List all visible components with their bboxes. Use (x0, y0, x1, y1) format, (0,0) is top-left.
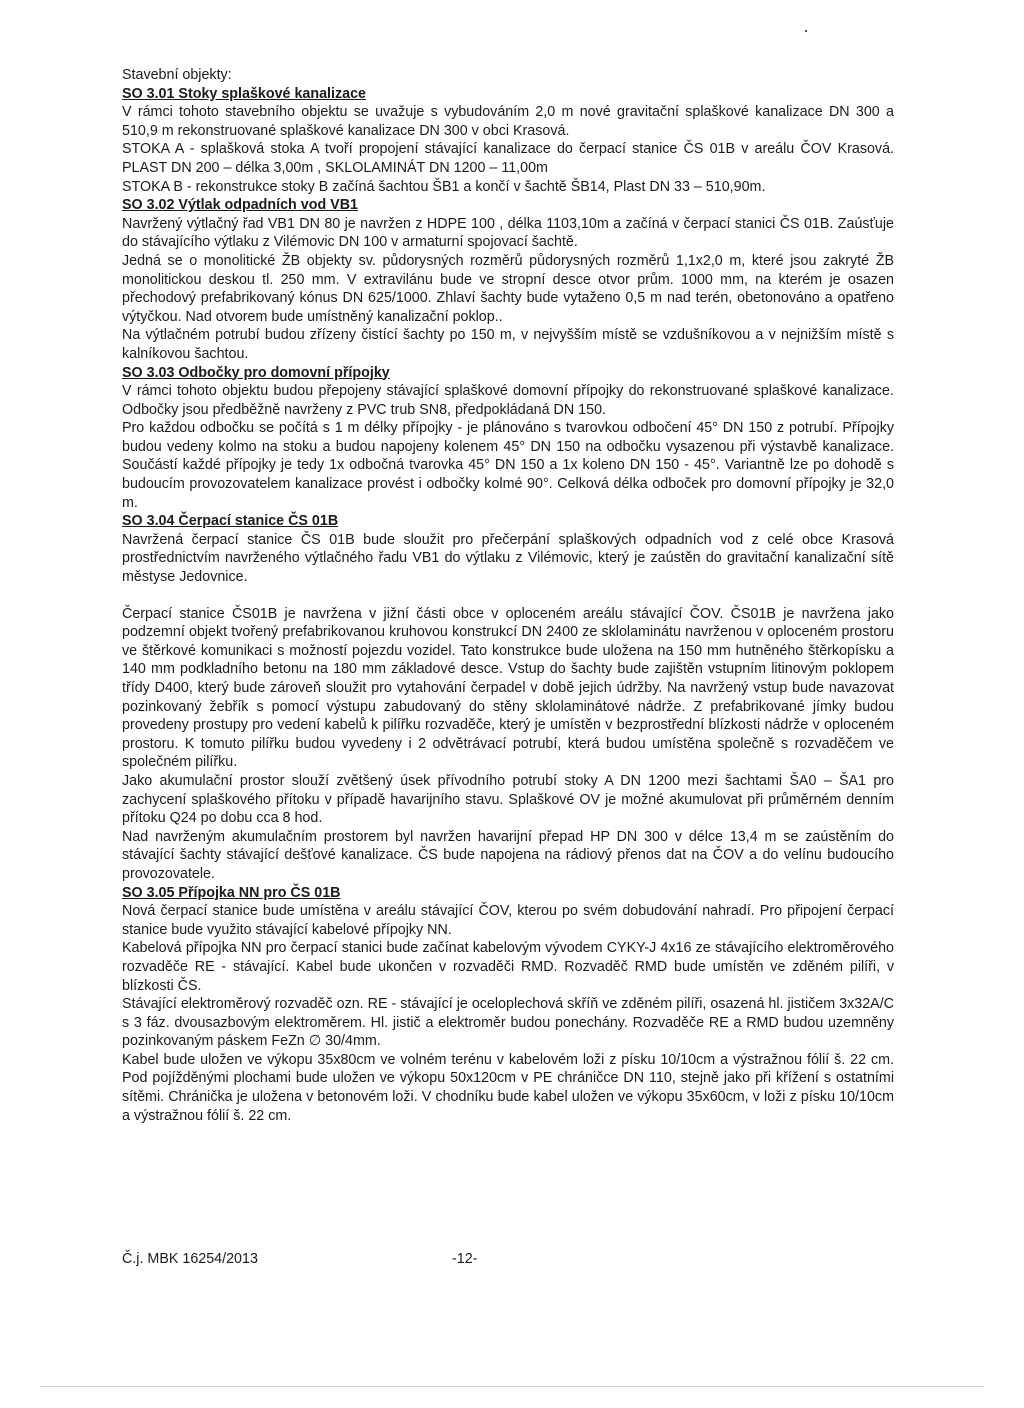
paragraph: Jedná se o monolitické ŽB objekty sv. půdorysných rozměrů půdorysných rozměrů 1,1x2,0 m, které jsou zakryté ŽB monolitickou deskou tl. 250 mm. V extravilánu bude ve stropní desce otvor prům. 1000 mm, na kterém je osazen přechodový prefabrikovaný kónus DN 625/1000. Zhlaví šachty bude vytaženo 0,5 m nad terén, obetonováno a opatřeno výtyčkou. Nad otvorem bude umístněný kanalizační poklop.. (122, 252, 894, 325)
paragraph: STOKA B - rekonstrukce stoky B začíná šachtou ŠB1 a končí v šachtě ŠB14, Plast DN 33 – 510,90m. (122, 178, 766, 195)
section-so-3-05 (122, 884, 894, 1126)
paragraph: Kabel bude uložen ve výkopu 35x80cm ve volném terénu v kabelovém loži z písku 10/10cm a výstražnou fólií š. 22 cm. Pod pojížděnými plochami bude uložen ve výkopu 50x120cm v PE chráničce DN 110, stejně jako při křížení s ostatními sítěmi. Chránička je uložena v betonovém loži. V chodníku bude kabel uložen ve výkopu 35x60cm, v loži z písku 10/10cm a výstražnou fólií š. 22 cm. (122, 1051, 894, 1124)
section-so-3-03 (122, 364, 894, 513)
scan-speck (805, 30, 807, 32)
paragraph-gap (122, 587, 894, 605)
paragraph: Na výtlačném potrubí budou zřízeny čistící šachty po 150 m, v nejvyšším místě se vzdušníkovou a v nejnižším místě s kalníkovou šachtou. (122, 327, 894, 362)
reference-number: Č.j. MBK 16254/2013 (122, 1251, 258, 1267)
section-heading: SO 3.02 Výtlak odpadních vod VB1 (122, 197, 358, 214)
document-intro: Stavební objekty: (122, 67, 232, 83)
paragraph: Navržená čerpací stanice ČS 01B bude sloužit pro přečerpání splaškových odpadních vod z celé obce Krasová prostřednictvím navrženého výtlačného řadu VB1 do výtlaku z Vilémovic, který je zaústěn do gravitační kanalizační sítě městyse Jedovnice. (122, 531, 894, 586)
paragraph: V rámci tohoto objektu budou přepojeny stávající splaškové domovní přípojky do rekonstruované splaškové kanalizace. Odbočky jsou předběžně navrženy z PVC trub SN8, předpokládaná DN 150. (122, 383, 894, 418)
paragraph: Stávající elektroměrový rozvaděč ozn. RE - stávající je oceloplechová skříň ve zděném pilíři, osazená hl. jističem 3x32A/C s 3 fáz. dvousazbovým elektroměrem. Hl. jistič a elektroměr budou ponechány. Rozvaděče RE a RMD budou uzemněny pozinkovaným páskem FeZn ∅ 30/4mm. (122, 996, 894, 1050)
paragraph: Nová čerpací stanice bude umístěna v areálu stávající ČOV, kterou po svém dobudování nahradí. Pro připojení čerpací stanice bude využito stávající kabelové přípojky NN. (122, 903, 894, 938)
paragraph: V rámci tohoto stavebního objektu se uvažuje s vybudováním 2,0 m nové gravitační splaškové kanalizace DN 300 a 510,9 m rekonstruované splaškové kanalizace DN 300 v obci Krasová. (122, 104, 894, 139)
paragraph: Pro každou odbočku se počítá s 1 m délky přípojky - je plánováno s tvarovkou odbočení 45° DN 150 z potrubí. Přípojky budou vedeny kolmo na stoku a budou napojeny kolenem 45° DN 150 na odbočku vysazenou při výstavbě kanalizace. Součástí každé přípojky je tedy 1x odbočná tvarovka 45° DN 150 a 1x koleno DN 150 - 45°. Variantně lze po dohodě s budoucím provozovatelem kanalizace provést i odbočky kolmé 90°. Celková délka odboček pro domovní přípojky je 32,0 m. (122, 420, 894, 511)
page-number: -12- (452, 1251, 478, 1267)
section-heading: SO 3.04 Čerpací stanice ČS 01B (122, 513, 339, 530)
paragraph: Kabelová přípojka NN pro čerpací stanici bude začínat kabelovým vývodem CYKY-J 4x16 ze stávajícího elektroměrového rozvaděče RE - stávající. Kabel bude ukončen v rozvaděči RMD. Rozvaděč RMD bude umístěn ve zděném pilíři, v blízkosti ČS. (122, 940, 894, 994)
section-so-3-02 (122, 196, 894, 363)
paragraph: STOKA A - splašková stoka A tvoří propojení stávající kanalizace do čerpací stanice ČS 01B v areálu ČOV Krasová. PLAST DN 200 – délka 3,00m , SKLOLAMINÁT DN 1200 – 11,00m (122, 141, 894, 176)
paragraph: Jako akumulační prostor slouží zvětšený úsek přívodního potrubí stoky A DN 1200 mezi šachtami ŠA0 – ŠA1 pro zachycení splaškového přítoku v případě havarijního stavu. Splaškové OV je možné akumulovat při průměrném denním přítoku Q24 po dobu cca 8 hod. (122, 772, 894, 827)
section-heading: SO 3.03 Odbočky pro domovní přípojky (122, 364, 390, 381)
paragraph: Nad navrženým akumulačním prostorem byl navržen havarijní přepad HP DN 300 v délce 13,4 m se zaústěním do stávající šachty stávající dešťové kanalizace. ČS bude napojena na rádiový přenos dat na ČOV a do velínu budoucího provozovatele. (122, 828, 894, 882)
section-heading: SO 3.01 Stoky splaškové kanalizace (122, 85, 366, 102)
paragraph: Navržený výtlačný řad VB1 DN 80 je navržen z HDPE 100 , délka 1103,10m a začíná v čerpací stanici ČS 01B. Zaúsťuje do stávajícího výtlaku z Vilémovic DN 100 v armaturní spojovací šachtě. (122, 215, 894, 251)
document-body (122, 66, 894, 1125)
section-so-3-04 (122, 512, 894, 883)
section-so-3-01 (122, 85, 894, 197)
scan-edge-line (40, 1386, 984, 1387)
paragraph: Čerpací stanice ČS01B je navržena v jižní části obce v oploceném areálu stávající ČOV. ČS01B je navržena jako podzemní objekt tvořený prefabrikovanou kruhovou konstrukcí DN 2400 ze sklolaminátu navrženou v oploceném prostoru ve štěrkové komunikaci s možností pojezdu vozidel. Tato konstrukce bude uložena na 150 mm hutněného štěrkopísku a 140 mm podkladního betonu na 180 mm základové desce. Vstup do šachty bude zajištěn vstupním litinovým poklopem třídy D400, který bude zároveň sloužit pro vytahování čerpadel v době jejich údržby. Na navržený vstup bude navazovat pozinkovaný žebřík s pomocí výstupu zabudovaný do stěny sklolaminátové nádrže. Z prefabrikované jímky budou provedeny prostupy pro vedení kabelů k pilířku rozvaděče, který je umístěn v bezprostřední blízkosti nádrže v oploceném prostoru. K tomuto pilířku budou vyvedeny i 2 odvětrávací potrubí, která budou umístěna společně s rozvaděčem ve společném pilířku. (122, 605, 894, 771)
section-heading: SO 3.05 Přípojka NN pro ČS 01B (122, 884, 341, 901)
